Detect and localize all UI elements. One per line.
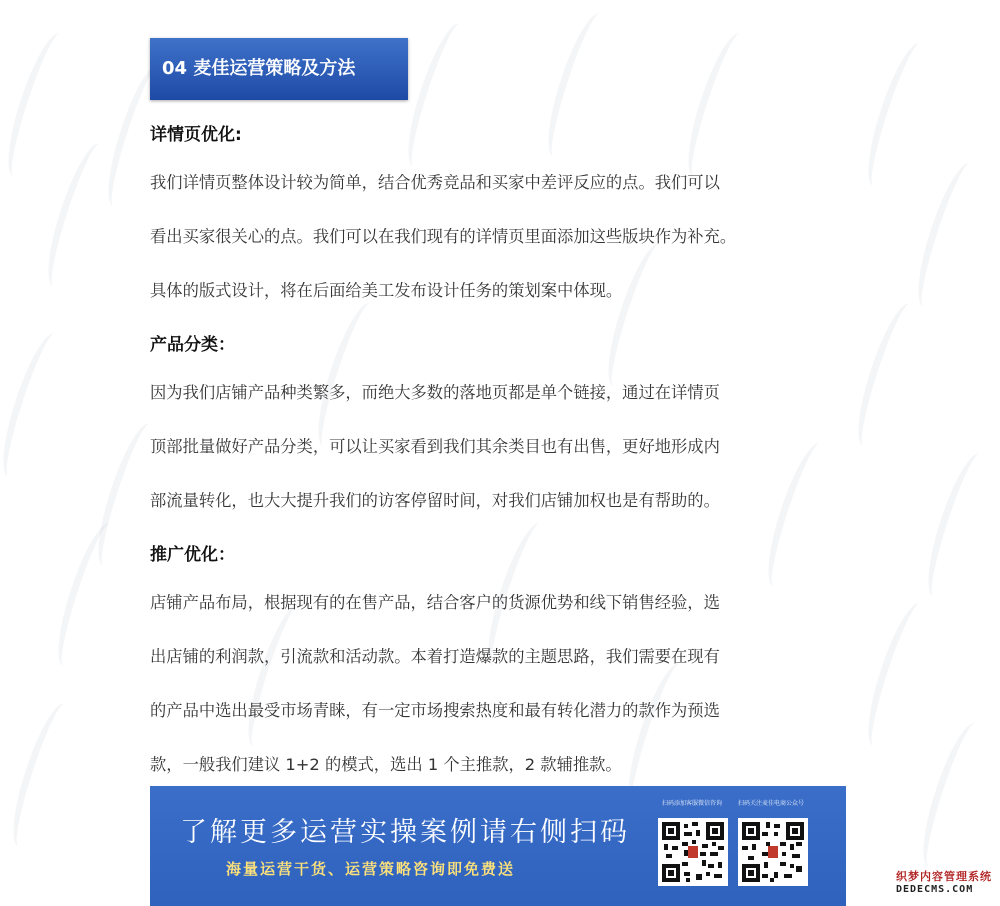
site-watermark — [896, 868, 992, 895]
qr-code-customer-service[interactable] — [658, 818, 728, 886]
body-line: 的产品中选出最受市场青睐，有一定市场搜索热度和最有转化潜力的款作为预选 — [150, 701, 720, 720]
banner-sub-text: 海量运营干货、运营策略咨询即免费送 — [226, 860, 516, 878]
body-line: 款，一般我们建议 1+2 的模式，选出 1 个主推款，2 款辅推款。 — [150, 755, 622, 774]
body-line: 部流量转化，也大大提升我们的访客停留时间，对我们店铺加权也是有帮助的。 — [150, 491, 720, 510]
body-line: 看出买家很关心的点。我们可以在我们现有的详情页里面添加这些版块作为补充。 — [150, 227, 737, 246]
section-heading-detail-page: 详情页优化: — [150, 125, 242, 145]
section-body-product-category — [150, 366, 870, 528]
qr-code-icon — [742, 822, 804, 882]
cta-banner — [150, 786, 846, 906]
site-watermark-name: 织梦内容管理系统 — [896, 870, 992, 883]
body-line: 具体的版式设计，将在后面给美工发布设计任务的策划案中体现。 — [150, 281, 623, 300]
section-body-promotion — [150, 576, 870, 792]
qr-right-caption: 扫码关注麦佳电商公众号 — [738, 800, 805, 807]
section-heading-product-category: 产品分类： — [150, 335, 235, 355]
body-line: 我们详情页整体设计较为简单，结合优秀竞品和买家中差评反应的点。我们可以 — [150, 173, 720, 192]
section-body-detail-page — [150, 156, 870, 318]
site-watermark-domain: DEDECMS.COM — [896, 884, 974, 895]
body-line: 店铺产品布局，根据现有的在售产品，结合客户的货源优势和线下销售经验，选 — [150, 593, 720, 612]
body-line: 出店铺的利润款，引流款和活动款。本着打造爆款的主题思路，我们需要在现有 — [150, 647, 720, 666]
section-title-tab: 04 麦佳运营策略及方法 — [150, 38, 408, 100]
body-line: 顶部批量做好产品分类，可以让买家看到我们其余类目也有出售，更好地形成内 — [150, 437, 720, 456]
banner-main-text: 了解更多运营实操案例请右侧扫码 — [180, 817, 630, 848]
qr-code-icon — [662, 822, 724, 882]
qr-left-caption: 扫码添加客服微信咨询 — [662, 800, 723, 807]
section-heading-promotion: 推广优化： — [150, 545, 235, 565]
qr-code-official-account[interactable] — [738, 818, 808, 886]
body-line: 因为我们店铺产品种类繁多，而绝大多数的落地页都是单个链接，通过在详情页 — [150, 383, 720, 402]
